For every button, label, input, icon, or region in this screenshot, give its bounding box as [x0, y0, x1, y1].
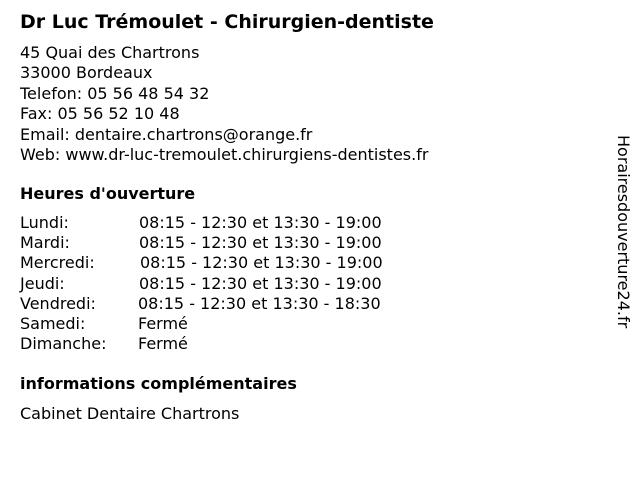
hours-value: 08:15 - 12:30 et 13:30 - 19:00: [139, 213, 382, 232]
email-address: Email: dentaire.chartrons@orange.fr: [20, 124, 313, 144]
opening-hours-table: [20, 213, 440, 354]
hours-value: 08:15 - 12:30 et 13:30 - 19:00: [140, 253, 383, 273]
opening-hours-heading: Heures d'ouverture: [20, 184, 196, 203]
hours-row-sunday: [20, 334, 440, 354]
hours-row-thursday: [20, 274, 440, 294]
hours-row-tuesday: [20, 233, 440, 253]
hours-value: 08:15 - 12:30 et 13:30 - 18:30: [138, 293, 381, 313]
hours-value: Fermé: [138, 313, 188, 333]
hours-row-friday: [20, 294, 440, 314]
hours-value: 08:15 - 12:30 et 13:30 - 19:00: [139, 273, 382, 293]
day-label: Lundi:: [20, 213, 69, 232]
address-street: 45 Quai des Chartrons: [20, 43, 200, 62]
hours-row-monday: [20, 213, 440, 233]
website-address: Web: www.dr-luc-tremoulet.chirurgiens-dentistes.fr: [20, 144, 429, 164]
day-label: Dimanche:: [20, 334, 107, 354]
contact-block: [20, 43, 428, 165]
day-label: Samedi:: [20, 313, 86, 333]
phone-number: Telefon: 05 56 48 54 32: [20, 83, 210, 103]
hours-row-saturday: [20, 314, 440, 334]
page-title: Dr Luc Trémoulet - Chirurgien-dentiste: [20, 11, 434, 33]
hours-row-wednesday: [20, 253, 440, 273]
additional-info-text: Cabinet Dentaire Chartrons: [20, 404, 240, 423]
hours-value: 08:15 - 12:30 et 13:30 - 19:00: [139, 233, 382, 253]
site-watermark: Horairesdouverture24.fr: [614, 135, 633, 329]
day-label: Mercredi:: [20, 253, 95, 273]
address-city: 33000 Bordeaux: [20, 63, 153, 83]
hours-value: Fermé: [138, 334, 188, 354]
day-label: Mardi:: [20, 233, 70, 253]
day-label: Vendredi:: [20, 293, 96, 313]
day-label: Jeudi:: [20, 273, 65, 293]
fax-number: Fax: 05 56 52 10 48: [20, 104, 180, 124]
additional-info-heading: informations complémentaires: [20, 374, 297, 393]
